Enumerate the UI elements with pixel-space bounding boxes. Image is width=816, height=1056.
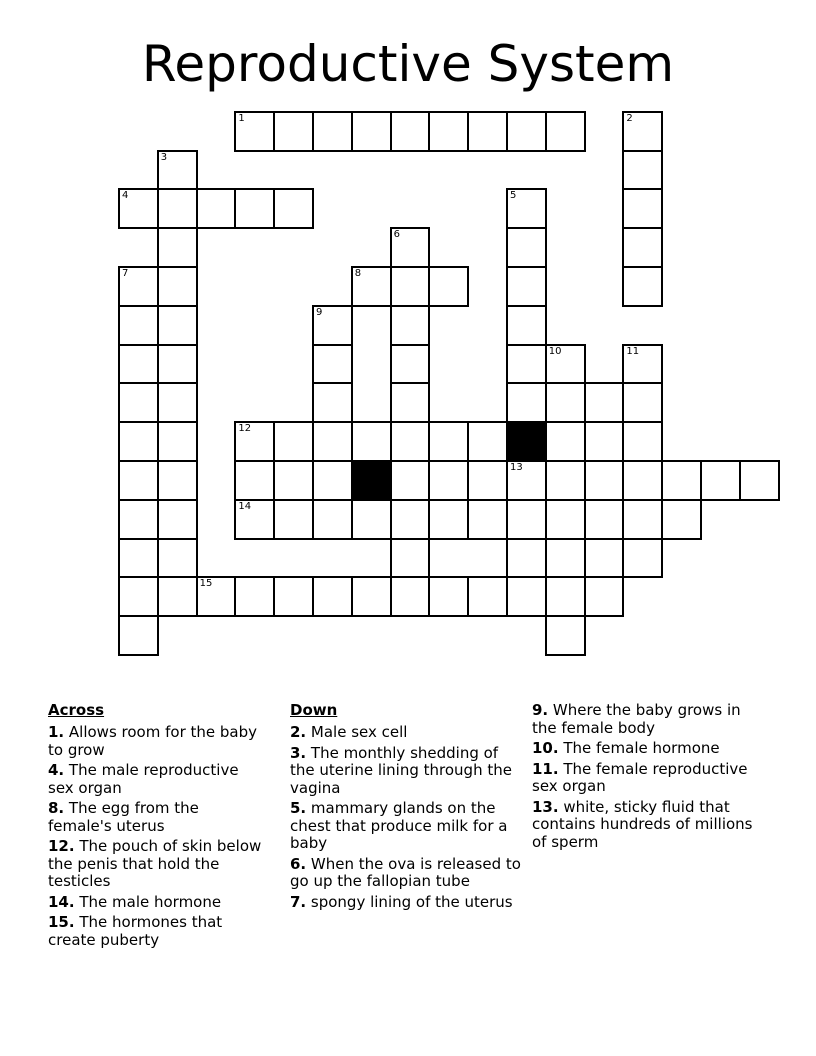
clue-number-label: 15.: [48, 913, 75, 931]
grid-cell[interactable]: [118, 538, 159, 579]
grid-cell[interactable]: [584, 460, 625, 501]
grid-cell[interactable]: [118, 615, 159, 656]
down-clue: [532, 702, 762, 737]
grid-cell[interactable]: [234, 576, 275, 617]
grid-cell[interactable]: [661, 499, 702, 540]
clue-text: The female reproductive sex organ: [532, 759, 748, 795]
clue-text: The male reproductive sex organ: [48, 761, 239, 797]
across-clue: [48, 838, 263, 891]
grid-black-cell: [506, 421, 547, 462]
grid-cell[interactable]: [584, 499, 625, 540]
clue-number: 4: [122, 190, 129, 202]
clue-number-label: 14.: [48, 892, 75, 911]
clue-text: The hormones that create puberty: [48, 913, 223, 949]
grid-cell[interactable]: [390, 111, 431, 152]
grid-cell[interactable]: [467, 576, 508, 617]
grid-cell[interactable]: [351, 111, 392, 152]
clue-number-label: 13.: [532, 797, 559, 816]
grid-cell[interactable]: [118, 421, 159, 462]
grid-cell[interactable]: [157, 266, 198, 307]
grid-cell[interactable]: [118, 305, 159, 346]
grid-cell[interactable]: [351, 266, 392, 307]
down-clues: [290, 702, 522, 914]
grid-cell[interactable]: [467, 111, 508, 152]
grid-cell[interactable]: [622, 538, 663, 579]
grid-cell[interactable]: [622, 421, 663, 462]
grid-cell[interactable]: [312, 499, 353, 540]
grid-cell[interactable]: [661, 460, 702, 501]
clue-number-label: 1.: [48, 723, 65, 741]
clue-text: The pouch of skin below the penis that hold the testicles: [48, 837, 262, 890]
grid-cell[interactable]: [467, 421, 508, 462]
grid-cell[interactable]: [118, 382, 159, 423]
grid-cell[interactable]: [118, 344, 159, 385]
grid-cell[interactable]: [234, 188, 275, 229]
clue-text: The monthly shedding of the uterine lining through the vagina: [290, 743, 512, 797]
grid-cell[interactable]: [196, 188, 237, 229]
clue-number-label: 6.: [290, 854, 307, 873]
clue-number: 13: [510, 462, 523, 473]
grid-cell[interactable]: [234, 111, 275, 152]
grid-cell[interactable]: [351, 499, 392, 540]
clue-text: Allows room for the baby to grow: [48, 723, 257, 759]
grid-cell[interactable]: [506, 538, 547, 579]
grid-cell[interactable]: [157, 499, 198, 540]
grid-cell[interactable]: [118, 576, 159, 617]
grid-cell[interactable]: [312, 305, 353, 346]
grid-cell[interactable]: [545, 576, 586, 617]
grid-cell[interactable]: [390, 460, 431, 501]
grid-cell[interactable]: [622, 111, 663, 152]
grid-cell[interactable]: [467, 499, 508, 540]
grid-cell[interactable]: [273, 111, 314, 152]
grid-cell[interactable]: [273, 460, 314, 501]
clue-number: 10: [548, 345, 562, 357]
grid-cell[interactable]: [622, 266, 663, 307]
grid-cell[interactable]: [273, 188, 314, 229]
grid-cell[interactable]: [545, 421, 586, 462]
grid-cell[interactable]: [273, 421, 314, 462]
down-heading: Down: [290, 701, 338, 719]
across-clue: [48, 894, 263, 912]
grid-cell[interactable]: [428, 266, 469, 307]
grid-cell[interactable]: [622, 150, 663, 191]
grid-cell[interactable]: [428, 460, 469, 501]
across-clue: [48, 800, 263, 835]
grid-cell[interactable]: [622, 188, 663, 229]
grid-cell[interactable]: [506, 227, 547, 268]
clue-text: Male sex cell: [306, 723, 408, 741]
grid-cell[interactable]: [506, 188, 547, 229]
grid-cell[interactable]: [234, 460, 275, 501]
grid-cell[interactable]: [118, 460, 159, 501]
grid-cell[interactable]: [428, 421, 469, 462]
grid-cell[interactable]: [428, 111, 469, 152]
grid-cell[interactable]: [390, 266, 431, 307]
grid-cell[interactable]: [157, 188, 198, 229]
across-clue: [48, 762, 263, 797]
grid-cell[interactable]: [390, 344, 431, 385]
grid-cell[interactable]: [545, 382, 586, 423]
clue-number: 2: [626, 112, 633, 124]
grid-cell[interactable]: [545, 615, 586, 656]
clue-number: 6: [393, 229, 400, 241]
across-heading: Across: [48, 701, 105, 719]
grid-cell[interactable]: [428, 499, 469, 540]
grid-cell[interactable]: [506, 111, 547, 152]
clue-number: 11: [626, 345, 640, 357]
grid-cell[interactable]: [622, 499, 663, 540]
grid-cell[interactable]: [506, 382, 547, 423]
down-clue: [290, 800, 522, 853]
down-clue: [290, 724, 522, 742]
grid-cell[interactable]: [545, 111, 586, 152]
grid-cell[interactable]: [234, 421, 275, 462]
down-clue: [290, 856, 522, 891]
down-clue: [532, 740, 762, 758]
grid-cell[interactable]: [157, 460, 198, 501]
grid-cell[interactable]: [312, 344, 353, 385]
grid-cell[interactable]: [584, 421, 625, 462]
grid-cell[interactable]: [622, 460, 663, 501]
grid-cell[interactable]: [157, 576, 198, 617]
grid-cell[interactable]: [312, 576, 353, 617]
grid-black-cell: [351, 460, 392, 501]
down-clues-continued: [532, 702, 762, 854]
clue-text: When the ova is released to go up the fallopian tube: [290, 854, 521, 890]
down-clue: [532, 761, 762, 796]
grid-cell[interactable]: [390, 227, 431, 268]
grid-cell[interactable]: [390, 538, 431, 579]
clue-number-label: 12.: [48, 837, 75, 855]
clue-text: white, sticky fluid that contains hundreds of millions of sperm: [532, 797, 753, 851]
grid-cell[interactable]: [273, 576, 314, 617]
grid-cell[interactable]: [700, 460, 741, 501]
grid-cell[interactable]: [390, 421, 431, 462]
grid-cell[interactable]: [312, 460, 353, 501]
grid-cell[interactable]: [118, 266, 159, 307]
grid-cell[interactable]: [157, 421, 198, 462]
clue-text: The male hormone: [74, 892, 222, 911]
clue-number-label: 10.: [532, 739, 559, 757]
down-clue: [290, 894, 522, 912]
grid-cell[interactable]: [506, 460, 547, 501]
grid-cell[interactable]: [390, 305, 431, 346]
grid-cell[interactable]: [390, 382, 431, 423]
grid-cell[interactable]: [428, 576, 469, 617]
grid-cell[interactable]: [622, 227, 663, 268]
clue-number: 5: [510, 190, 517, 202]
clue-number-label: 2.: [290, 723, 307, 741]
clue-text: Where the baby grows in the female body: [532, 701, 741, 737]
clue-number-label: 7.: [290, 892, 307, 911]
grid-cell[interactable]: [506, 576, 547, 617]
grid-cell[interactable]: [312, 421, 353, 462]
clue-number-label: 9.: [532, 701, 549, 719]
grid-cell[interactable]: [312, 111, 353, 152]
grid-cell[interactable]: [545, 538, 586, 579]
grid-cell[interactable]: [196, 576, 237, 617]
grid-cell[interactable]: [506, 266, 547, 307]
clue-number-label: 8.: [48, 799, 65, 817]
grid-cell[interactable]: [506, 305, 547, 346]
grid-cell[interactable]: [622, 344, 663, 385]
grid-cell[interactable]: [545, 344, 586, 385]
grid-cell[interactable]: [273, 499, 314, 540]
clue-number: 3: [160, 151, 168, 163]
down-clue: [290, 745, 522, 798]
grid-cell[interactable]: [390, 576, 431, 617]
grid-cell[interactable]: [118, 188, 159, 229]
grid-cell[interactable]: [622, 382, 663, 423]
grid-cell[interactable]: [157, 150, 198, 191]
grid-cell[interactable]: [157, 382, 198, 423]
across-clue: [48, 724, 263, 759]
clue-number: 9: [316, 306, 323, 318]
grid-cell[interactable]: [234, 499, 275, 540]
clue-text: The female hormone: [558, 739, 720, 757]
grid-cell[interactable]: [467, 460, 508, 501]
page-title: Reproductive System: [141, 35, 675, 93]
grid-cell[interactable]: [157, 305, 198, 346]
clue-number-label: 11.: [532, 759, 559, 778]
clue-number: 7: [122, 268, 129, 279]
grid-cell[interactable]: [584, 576, 625, 617]
clue-number-label: 4.: [48, 761, 65, 779]
clue-number-label: 3.: [290, 743, 307, 762]
clue-text: spongy lining of the uterus: [306, 892, 513, 911]
clue-number: 8: [354, 268, 362, 279]
grid-cell[interactable]: [312, 382, 353, 423]
grid-cell[interactable]: [351, 576, 392, 617]
grid-cell[interactable]: [118, 499, 159, 540]
grid-cell[interactable]: [157, 227, 198, 268]
grid-cell[interactable]: [506, 499, 547, 540]
clue-number: 14: [238, 500, 252, 512]
grid-cell[interactable]: [351, 421, 392, 462]
clue-number: 12: [238, 423, 252, 435]
grid-cell[interactable]: [545, 460, 586, 501]
clue-text: The egg from the female's uterus: [48, 799, 199, 835]
grid-cell[interactable]: [157, 344, 198, 385]
grid-cell[interactable]: [739, 460, 780, 501]
grid-cell[interactable]: [506, 344, 547, 385]
down-clue: [532, 799, 762, 852]
across-clue: [48, 914, 263, 949]
grid-cell[interactable]: [157, 538, 198, 579]
grid-cell[interactable]: [390, 499, 431, 540]
grid-cell[interactable]: [584, 382, 625, 423]
clue-number: 1: [238, 112, 245, 124]
grid-cell[interactable]: [545, 499, 586, 540]
clue-text: mammary glands on the chest that produce milk for a baby: [290, 799, 508, 852]
across-clues: [48, 702, 263, 952]
clue-number: 15: [199, 578, 213, 590]
clue-number-label: 5.: [290, 799, 307, 817]
